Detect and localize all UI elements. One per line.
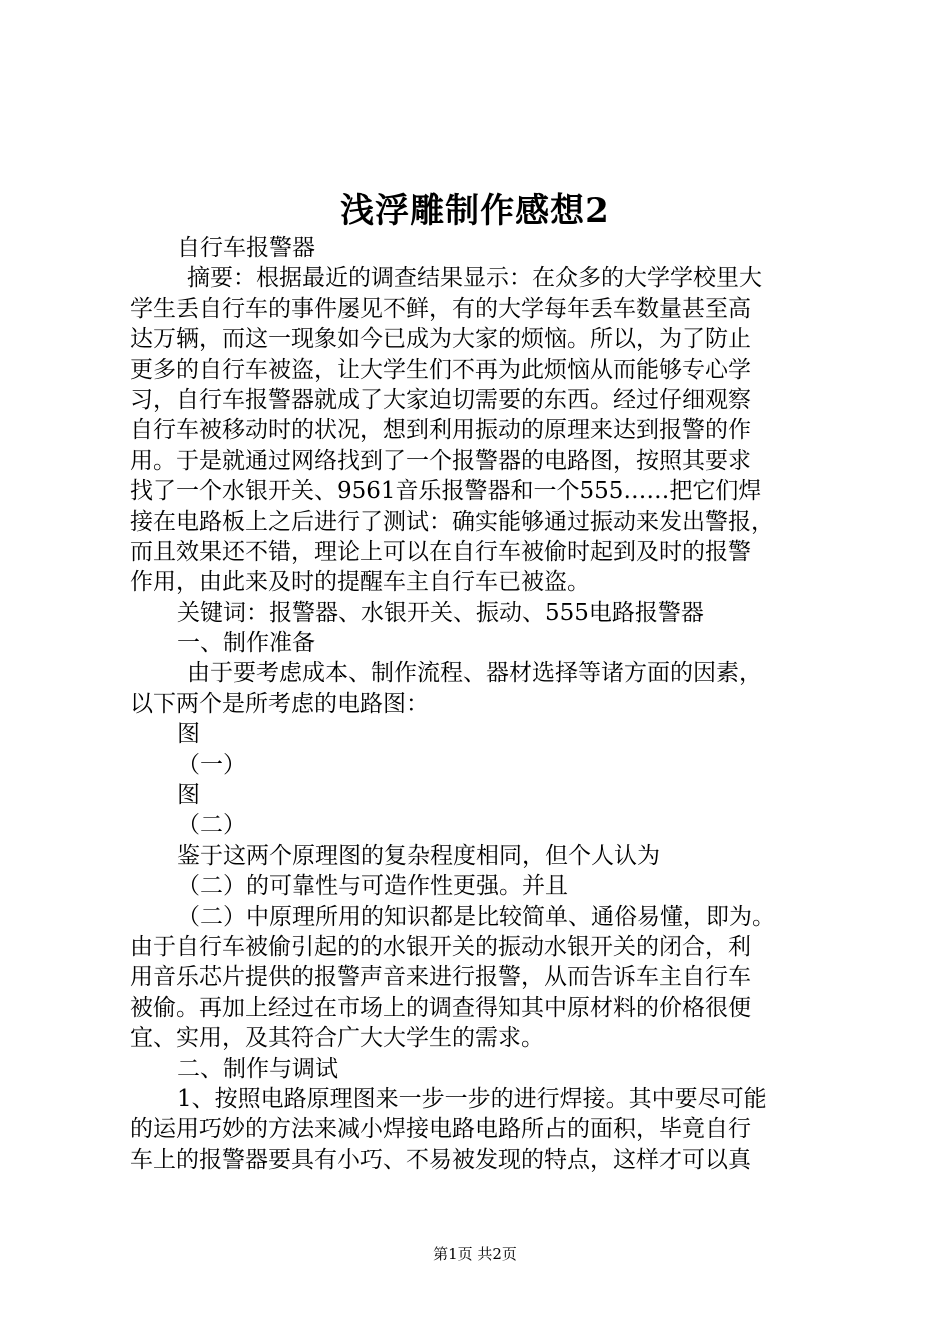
- text-line: 接在电路板上之后进行了测试：确实能够通过振动来发出警报，: [130, 508, 774, 535]
- text-line: （二）中原理所用的知识都是比较简单、通俗易懂，即为。: [177, 903, 775, 930]
- document-body: [130, 233, 830, 1175]
- text-line: 二、制作与调试: [177, 1055, 338, 1082]
- text-line: （二）的可靠性与可造作性更强。并且: [177, 873, 568, 900]
- text-line: 1、按照电路原理图来一步一步的进行焊接。其中要尽可能: [177, 1085, 767, 1112]
- text-line: 鉴于这两个原理图的复杂程度相同，但个人认为: [177, 842, 660, 869]
- text-line: 而且效果还不错，理论上可以在自行车被偷时起到及时的报警: [130, 538, 751, 565]
- text-line: 被偷。再加上经过在市场上的调查得知其中原材料的价格很便: [130, 994, 751, 1021]
- text-line: （一）: [177, 751, 246, 778]
- text-line: 宜、实用，及其符合广大大学生的需求。: [130, 1025, 544, 1052]
- text-line: 图: [177, 721, 200, 748]
- text-line: 用。于是就通过网络找到了一个报警器的电路图，按照其要求: [130, 447, 751, 474]
- text-line: 学生丢自行车的事件屡见不鲜，有的大学每年丢车数量甚至高: [130, 295, 751, 322]
- text-line: 找了一个水银开关、9561音乐报警器和一个555……把它们焊: [130, 478, 762, 505]
- text-line: 作用，由此来及时的提醒车主自行车已被盗。: [130, 569, 590, 596]
- text-line: 自行车报警器: [177, 235, 315, 261]
- text-line: 的运用巧妙的方法来减小焊接电路电路所占的面积，毕竟自行: [130, 1116, 751, 1143]
- text-line: 关键词：报警器、水银开关、振动、555电路报警器: [177, 599, 704, 626]
- text-line: 达万辆，而这一现象如今已成为大家的烦恼。所以，为了防止: [130, 326, 751, 353]
- text-line: 用音乐芯片提供的报警声音来进行报警，从而告诉车主自行车: [130, 964, 751, 991]
- text-line: 车上的报警器要具有小巧、不易被发现的特点，这样才可以真: [130, 1146, 751, 1173]
- text-line: 以下两个是所考虑的电路图：: [130, 690, 429, 717]
- text-line: 图: [177, 782, 200, 809]
- page-footer: 第1页 共2页: [433, 1245, 517, 1263]
- text-line: 由于要考虑成本、制作流程、器材选择等诸方面的因素，: [187, 660, 762, 687]
- document-title: 浅浮雕制作感想2: [340, 191, 610, 231]
- text-line: 由于自行车被偷引起的的水银开关的振动水银开关的闭合，利: [130, 933, 751, 960]
- text-line: 更多的自行车被盗，让大学生们不再为此烦恼从而能够专心学: [130, 356, 751, 383]
- text-line: 摘要：根据最近的调查结果显示：在众多的大学学校里大: [187, 265, 762, 292]
- text-line: 自行车被移动时的状况，想到利用振动的原理来达到报警的作: [130, 417, 751, 444]
- text-line: 习，自行车报警器就成了大家迫切需要的东西。经过仔细观察: [130, 386, 751, 413]
- text-line: 一、制作准备: [177, 630, 315, 657]
- text-line: （二）: [177, 812, 246, 839]
